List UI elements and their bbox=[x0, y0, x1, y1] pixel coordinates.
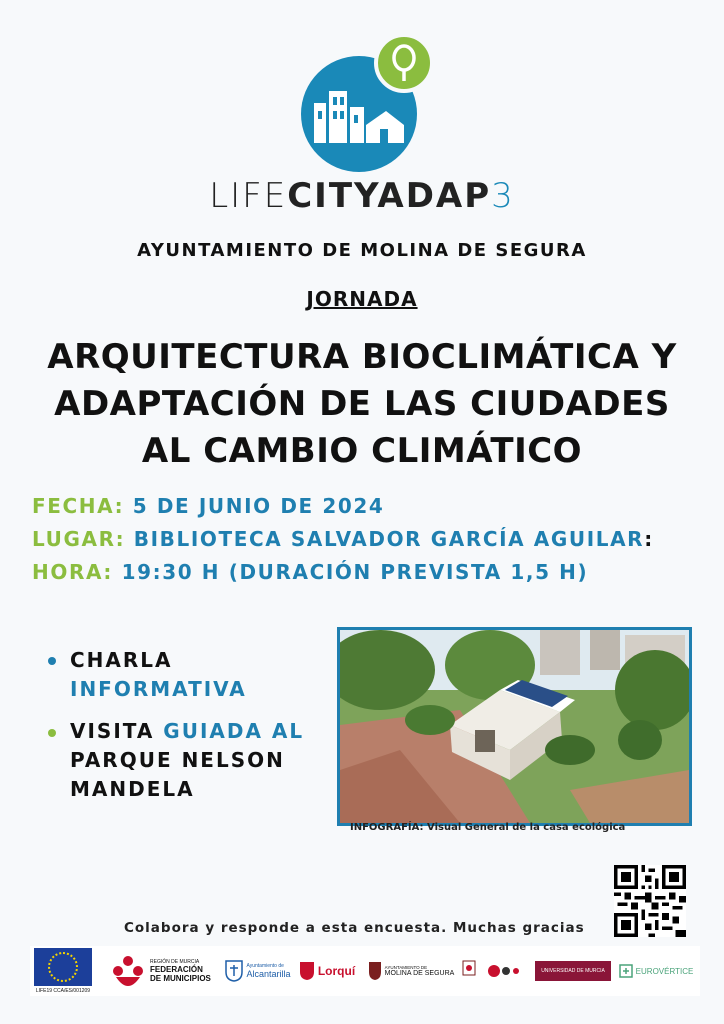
title-line-2: ADAPTACIÓN DE LAS CIUDADES bbox=[54, 384, 670, 424]
eurovertice-logo bbox=[616, 946, 696, 996]
molina-top: AYUNTAMIENTO DE bbox=[384, 965, 428, 970]
brand-three: 3 bbox=[491, 176, 515, 216]
title-line-3: AL CAMBIO CLIMÁTICO bbox=[141, 431, 583, 471]
fecha-row bbox=[32, 494, 384, 518]
survey-qr-code[interactable] bbox=[614, 865, 686, 937]
umu-logo bbox=[534, 946, 612, 996]
bullet-dot-2 bbox=[48, 729, 56, 737]
hora-row bbox=[32, 560, 588, 584]
lugar-row bbox=[32, 527, 654, 551]
city-logo-icon bbox=[300, 33, 440, 175]
bullet-dot-1 bbox=[48, 657, 56, 665]
collaborate-text: Colabora y responde a esta encuesta. Muchas gracias bbox=[124, 920, 585, 936]
organizer: AYUNTAMIENTO DE MOLINA DE SEGURA bbox=[137, 240, 587, 261]
life-code: LIFE19 CCA/ES/001209 bbox=[35, 988, 91, 994]
bullet-visita-b: GUIADA AL bbox=[163, 719, 305, 743]
eco-house-render bbox=[337, 627, 692, 826]
sponsor-footer bbox=[30, 946, 700, 996]
molina-logo bbox=[365, 946, 457, 996]
lifecityadap3-logo bbox=[300, 33, 440, 175]
alcantarilla-shield-icon bbox=[225, 960, 243, 982]
bullet-visita-a: VISITA bbox=[70, 719, 164, 743]
fed-line1: FEDERACIÓN bbox=[150, 965, 203, 974]
brand-life: LIFE bbox=[209, 176, 288, 216]
eurovertice-icon bbox=[619, 964, 633, 978]
fecha-value: 5 DE JUNIO DE 2024 bbox=[132, 494, 385, 518]
event-type: JORNADA bbox=[306, 287, 418, 311]
bullet-visita-d: MANDELA bbox=[70, 777, 195, 801]
event-title bbox=[20, 334, 704, 475]
murcia-region-logo-icon bbox=[108, 946, 148, 996]
federacion-logo bbox=[150, 946, 222, 996]
red-dots-logo-icon bbox=[484, 946, 524, 996]
lorqui-shield-icon bbox=[299, 961, 315, 981]
brand-cityadap: CITYADAP bbox=[287, 176, 492, 216]
euro-name: EUROVÉRTICE bbox=[635, 966, 694, 976]
lugar-suffix: : bbox=[644, 527, 654, 551]
alc-name: Alcantarilla bbox=[246, 969, 291, 979]
title-line-1: ARQUITECTURA BIOCLIMÁTICA Y bbox=[47, 337, 677, 377]
eco-house-illustration bbox=[340, 630, 689, 823]
alcantarilla-logo bbox=[223, 946, 293, 996]
qr-code-icon bbox=[614, 865, 686, 937]
shield-logo-icon bbox=[458, 946, 480, 996]
bullet-charla-line2: INFORMATIVA bbox=[70, 677, 247, 701]
lugar-value: BIBLIOTECA SALVADOR GARCÍA AGUILAR bbox=[133, 527, 645, 551]
lorqui-name: Lorquí bbox=[317, 964, 356, 978]
eu-flag-icon bbox=[34, 948, 92, 986]
fed-line2: DE MUNICIPIOS bbox=[150, 974, 211, 983]
life-eu-logo bbox=[32, 946, 94, 996]
bullet-visita-c: PARQUE NELSON bbox=[70, 748, 285, 772]
fed-top: REGIÓN DE MURCIA bbox=[150, 959, 200, 965]
image-caption: INFOGRAFÍA: Visual General de la casa ecológica bbox=[350, 822, 626, 833]
bullet-visita bbox=[70, 717, 304, 804]
brand-wordmark bbox=[0, 176, 724, 216]
bullet-charla bbox=[70, 646, 247, 704]
fecha-label: FECHA: bbox=[32, 494, 125, 518]
alc-top: Ayuntamiento de bbox=[246, 963, 284, 969]
bullet-charla-line1: CHARLA bbox=[70, 648, 173, 672]
hora-value: 19:30 H (DURACIÓN PREVISTA 1,5 H) bbox=[121, 560, 589, 584]
lorqui-logo bbox=[296, 946, 358, 996]
lugar-label: LUGAR: bbox=[32, 527, 126, 551]
molina-name: MOLINA DE SEGURA bbox=[384, 970, 455, 977]
molina-shield-icon bbox=[368, 961, 382, 981]
hora-label: HORA: bbox=[32, 560, 113, 584]
umu-name: UNIVERSIDAD DE MURCIA bbox=[535, 961, 611, 981]
